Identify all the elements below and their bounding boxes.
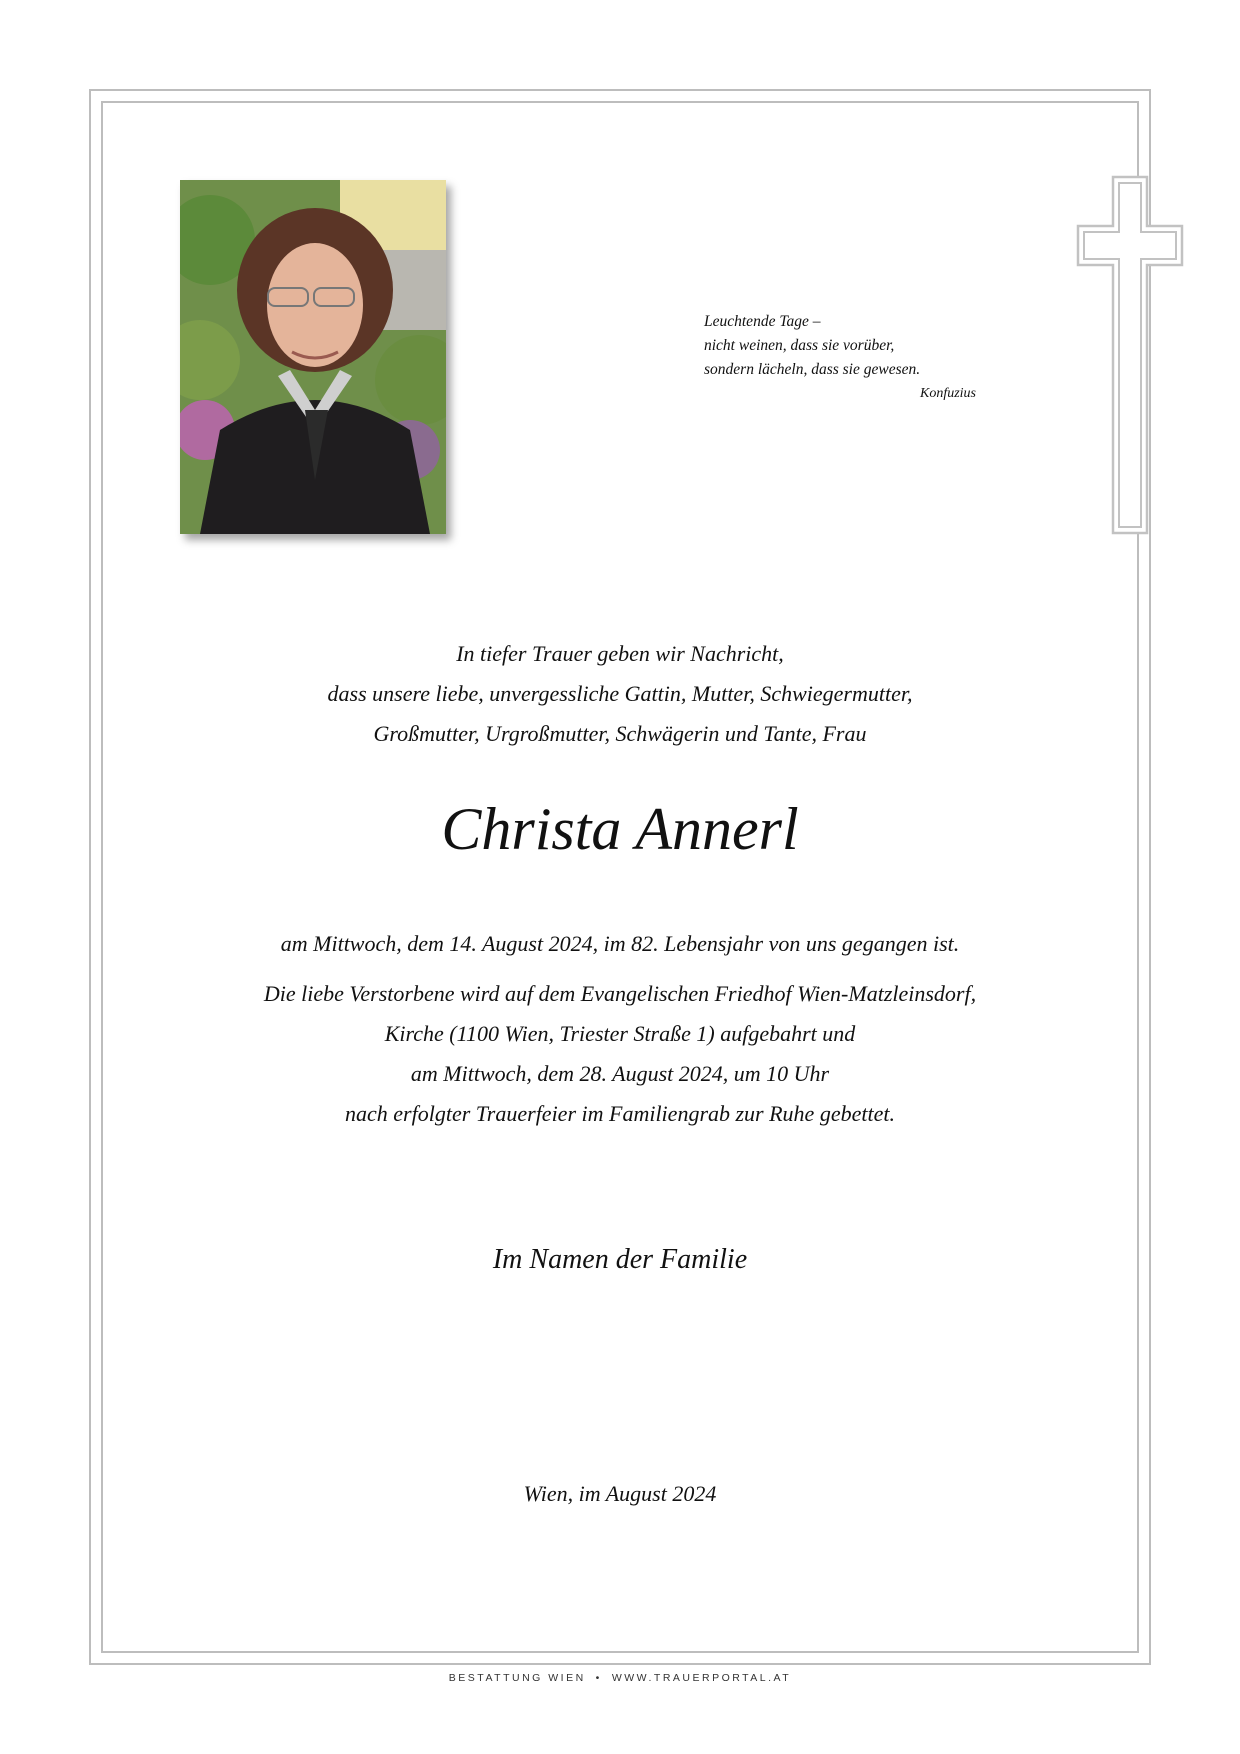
announcement-line: In tiefer Trauer geben wir Nachricht, bbox=[456, 641, 784, 666]
announcement-line: Großmutter, Urgroßmutter, Schwägerin und Tante, Frau bbox=[373, 721, 867, 746]
cross-icon bbox=[1076, 175, 1184, 535]
portrait-photo bbox=[180, 180, 446, 534]
passing-line: am Mittwoch, dem 14. August 2024, im 82. Lebensjahr von uns gegangen ist. bbox=[280, 931, 960, 956]
family-signoff: Im Namen der Familie bbox=[492, 1244, 748, 1275]
ceremony-line: Kirche (1100 Wien, Triester Straße 1) aufgebahrt und bbox=[384, 1021, 856, 1046]
quote-line: nicht weinen, dass sie vorüber, bbox=[704, 337, 895, 354]
ceremony-details bbox=[140, 974, 1100, 1134]
quote-line: sondern lächeln, dass sie gewesen. bbox=[704, 361, 921, 378]
announcement-line: dass unsere liebe, unvergessliche Gattin, Mutter, Schwiegermutter, bbox=[327, 681, 913, 706]
ceremony-line: nach erfolgter Trauerfeier im Familiengrab zur Ruhe gebettet. bbox=[345, 1101, 895, 1126]
announcement bbox=[140, 634, 1100, 754]
footer-separator: • bbox=[595, 1672, 602, 1684]
ceremony-line: Die liebe Verstorbene wird auf dem Evangelischen Friedhof Wien-Matzleinsdorf, bbox=[263, 981, 977, 1006]
footer bbox=[0, 1672, 1240, 1684]
quote bbox=[704, 310, 994, 406]
place-date: Wien, im August 2024 bbox=[523, 1481, 717, 1506]
ceremony-line: am Mittwoch, dem 28. August 2024, um 10 Uhr bbox=[410, 1061, 830, 1086]
deceased-name: Christa Annerl bbox=[441, 796, 799, 862]
quote-author: Konfuzius bbox=[919, 386, 976, 401]
footer-website-link[interactable]: WWW.TRAUERPORTAL.AT bbox=[611, 1672, 792, 1684]
footer-company: BESTATTUNG WIEN bbox=[448, 1672, 586, 1684]
quote-line: Leuchtende Tage – bbox=[704, 313, 821, 330]
